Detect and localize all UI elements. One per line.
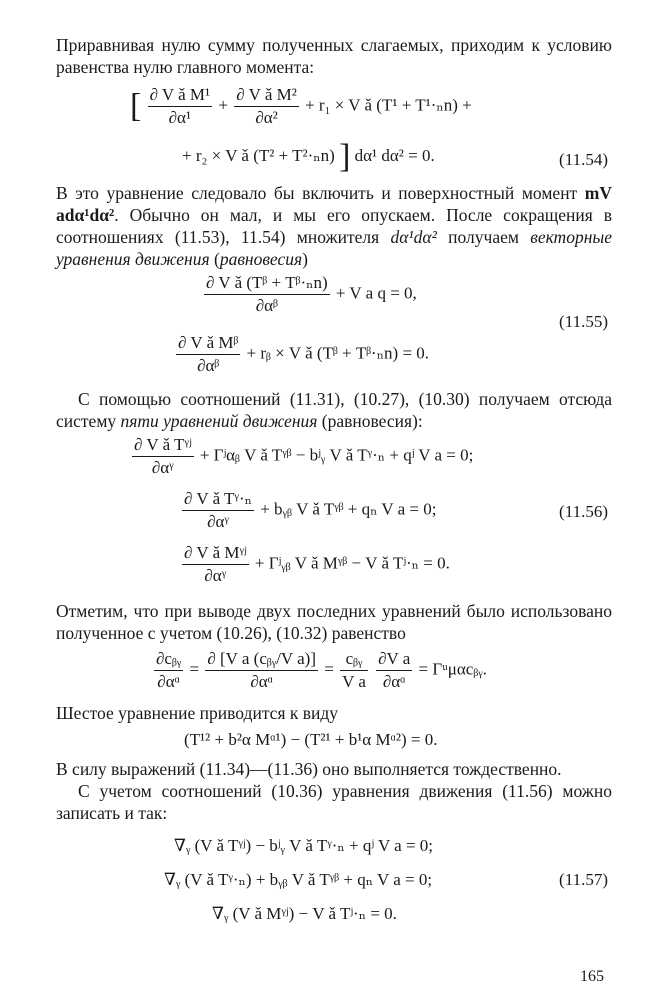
fraction: $\frac{\text{∂ V ǎ Mᵝ}}{\text{∂αᵝ}}$ (178, 333, 239, 375)
fraction: $\frac{\text{∂ [V a (cᵦᵧ/V a)]}}{\text{∂αᵅ}}$ (207, 649, 317, 691)
equation-number: (11.54) (559, 150, 608, 169)
equation-sixth: (T¹² + b²α Mᵅ¹) − (T²¹ + b¹α Mᵅ²) = 0. (184, 730, 438, 749)
equation-11-56 (56, 432, 612, 600)
paragraph-7: С учетом соотношений (10.36) уравнения движения (11.56) можно записать и так: (56, 781, 612, 823)
paragraph-2: В это уравнение следовало бы включить и поверхностный момент mV adα¹dα². Обычно он мал, и мы его опускаем. После сокращения в соотношениях (11.53), 11.54) множителя dα¹dα² получаем векторные уравнения движения (равновесия) (56, 183, 612, 269)
equation-number: (11.56) (559, 502, 608, 521)
equation-11-55-line-1: $\frac{\text{∂ V ǎ (Tᵝ + Tᵝ·ₙn)}}{\text{∂αᵝ}}$ + V a q = 0, (206, 273, 417, 315)
fraction: $\frac{\text{∂ V ǎ Mᵞʲ}}{\text{∂αᵞ}}$ (184, 543, 247, 585)
equation-11-57 (56, 824, 612, 934)
paragraph-6: В силу выражений (11.34)—(11.36) оно выполняется тождественно. (56, 759, 562, 779)
equation-11-56-line-2: $\frac{\text{∂ V ǎ Tᵞ·ₙ}}{\text{∂αᵞ}}$ + bᵧᵦ V ǎ Tᵞᵝ + qₙ V a = 0; (184, 489, 437, 531)
equation-11-55 (56, 270, 612, 388)
paragraph-5: Шестое уравнение приводится к виду (56, 703, 339, 723)
equation-11-54-line-1: [ $\frac{\text{∂ V ǎ M¹}}{\text{∂α¹}}$ + $\frac{\text{∂ V ǎ M²}}{\text{∂α²}}$ + r₁ × V ǎ (T¹ + T¹·ₙn) + (130, 85, 472, 127)
equation-number: (11.55) (559, 312, 608, 331)
equation-11-56-line-3: $\frac{\text{∂ V ǎ Mᵞʲ}}{\text{∂αᵞ}}$ + Γʲᵧᵦ V ǎ Mᵞᵝ − V ǎ Tʲ·ₙ = 0. (184, 543, 450, 585)
equation-11-57-line-1: ∇ᵧ (V ǎ Tᵞʲ) − bʲᵧ V ǎ Tᵞ·ₙ + qʲ V a = 0; (174, 836, 434, 855)
fraction: $\frac{\text{∂ V ǎ Tᵞ·ₙ}}{\text{∂αᵞ}}$ (184, 489, 252, 531)
equation-11-56-line-1: $\frac{\text{∂ V ǎ Tᵞʲ}}{\text{∂αᵞ}}$ + Γʲαᵦ V ǎ Tᵞᵝ − bʲᵧ V ǎ Tᵞ·ₙ + qʲ V a = 0; (134, 435, 474, 477)
fraction: $\frac{\text{∂ V ǎ (Tᵝ + Tᵝ·ₙn)}}{\text{∂αᵝ}}$ (206, 273, 328, 315)
equation-11-55-line-2: $\frac{\text{∂ V ǎ Mᵝ}}{\text{∂αᵝ}}$ + rᵦ × V ǎ (Tᵝ + Tᵝ·ₙn) = 0. (178, 333, 430, 375)
fraction: $\frac{\text{cᵦᵧ}}{\text{V a}}$ (342, 649, 366, 691)
fraction: $\frac{\text{∂cᵦᵧ}}{\text{∂αᵅ}}$ (156, 649, 182, 691)
equation-number: (11.57) (559, 870, 608, 889)
fraction: $\frac{\text{∂ V ǎ M²}}{\text{∂α²}}$ (236, 85, 297, 127)
fraction: $\frac{\text{∂ V ǎ Tᵞʲ}}{\text{∂αᵞ}}$ (134, 435, 192, 477)
paragraph-3: С помощью соотношений (11.31), (10.27), (10.30) получаем отсюда систему пяти уравнений движения (равновесия): (56, 389, 612, 431)
paragraph-4: Отметим, что при выводе двух последних уравнений было использовано полученное с учетом (10.26), (10.32) равенство (56, 601, 612, 643)
equation-11-54 (56, 78, 612, 182)
equation-11-57-line-3: ∇ᵧ (V ǎ Mᵞʲ) − V ǎ Tʲ·ₙ = 0. (212, 904, 397, 923)
fraction: $\frac{\text{∂V a}}{\text{∂αᵅ}}$ (378, 649, 411, 691)
equation-christoffel-identity: $\frac{\text{∂cᵦᵧ}}{\text{∂αᵅ}}$ = $\frac{\text{∂ [V a (cᵦᵧ/V a)]}}{\text{∂αᵅ}}$ = $\frac{\text{cᵦᵧ}}{\text{V a}}$ $\frac{\text{∂V a}}{\text{∂αᵅ}}$ = Γᵘμαcᵦᵧ. (156, 649, 487, 691)
page-number: 165 (580, 968, 604, 985)
paragraph-1: Приравнивая нулю сумму полученных слагаемых, приходим к условию равенства нулю главного момента: (56, 35, 612, 77)
equation-11-57-line-2: ∇ᵧ (V ǎ Tᵞ·ₙ) + bᵧᵦ V ǎ Tᵞᵝ + qₙ V a = 0; (164, 870, 433, 889)
page-body (56, 34, 612, 934)
equation-11-54-line-2: + r₂ × V ǎ (T² + T²·ₙn) ] dα¹ dα² = 0. (182, 138, 435, 176)
fraction: $\frac{\text{∂ V ǎ M¹}}{\text{∂α¹}}$ (149, 85, 211, 127)
